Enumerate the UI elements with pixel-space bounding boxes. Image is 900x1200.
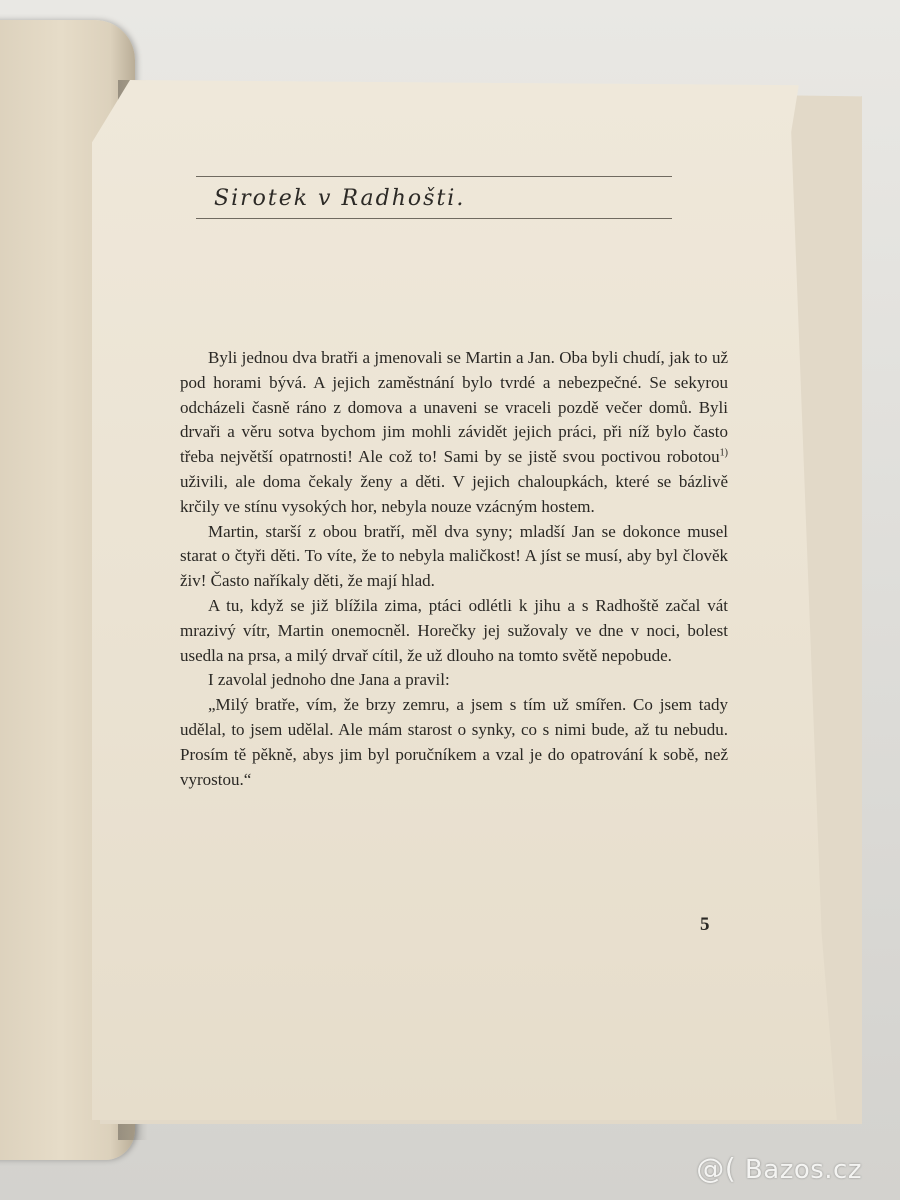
title-rule-top: [196, 176, 672, 177]
camera-lens-icon: @(: [696, 1152, 737, 1185]
paragraph-1: [180, 346, 728, 520]
title-rule-bottom: [196, 218, 672, 219]
paragraph-3: A tu, když se již blížila zima, ptáci odlétli k jihu a s Radhoště začal vát mrazivý vítr, Martin onemocněl. Horečky jej sužovaly ve dne v noci, bolest usedla na prsa, a milý drvař cítil, že už dlouho na tomto světě nepobude.: [180, 595, 728, 665]
paragraph-1-tail: uživili, ale doma čekaly ženy a děti. V jejich chaloupkách, které se bázlivě krčily ve stínu vysokých hor, nebyla nouze vzácným hostem.: [180, 471, 728, 516]
chapter-body: [180, 346, 728, 792]
footnote-mark: 1): [719, 447, 728, 459]
paragraph-1-text: Byli jednou dva bratři a jmenovali se Martin a Jan. Oba byli chudí, jak to už pod horami bývá. A jejich zaměstnání bylo tvrdé a nebezpečné. Se sekyrou odcházeli časně ráno z domova a unaveni se vraceli pozdě večer domů. Byli drvaři a věru sotva bychom jim mohli závidět jejich práci, při níž bylo často třeba největší opatrnosti! Ale což to! Sami by se jistě svou poctivou robotou: [180, 348, 728, 467]
site-watermark: [696, 1152, 862, 1185]
paragraph-5: „Milý bratře, vím, že brzy zemru, a jsem s tím už smířen. Co jsem tady udělal, to jsem udělal. Ale mám starost o synky, co s nimi bude, až tu nebudu. Prosím tě pěkně, abys jim byl poručníkem a vzal je do opatrování k sobě, než vyrostou.“: [180, 695, 728, 789]
paragraph-4: I zavolal jednoho dne Jana a pravil:: [208, 670, 450, 690]
watermark-text: Bazos.cz: [744, 1155, 862, 1185]
chapter-title: Sirotek v Radhošti.: [214, 186, 466, 211]
paragraph-2: Martin, starší z obou bratří, měl dva syny; mladší Jan se dokonce musel starat o čtyři děti. To víte, že to nebyla maličkost! A jíst se musí, aby byl člověk živ! Často naříkaly děti, že mají hlad.: [180, 521, 728, 591]
page-number: 5: [700, 914, 710, 935]
